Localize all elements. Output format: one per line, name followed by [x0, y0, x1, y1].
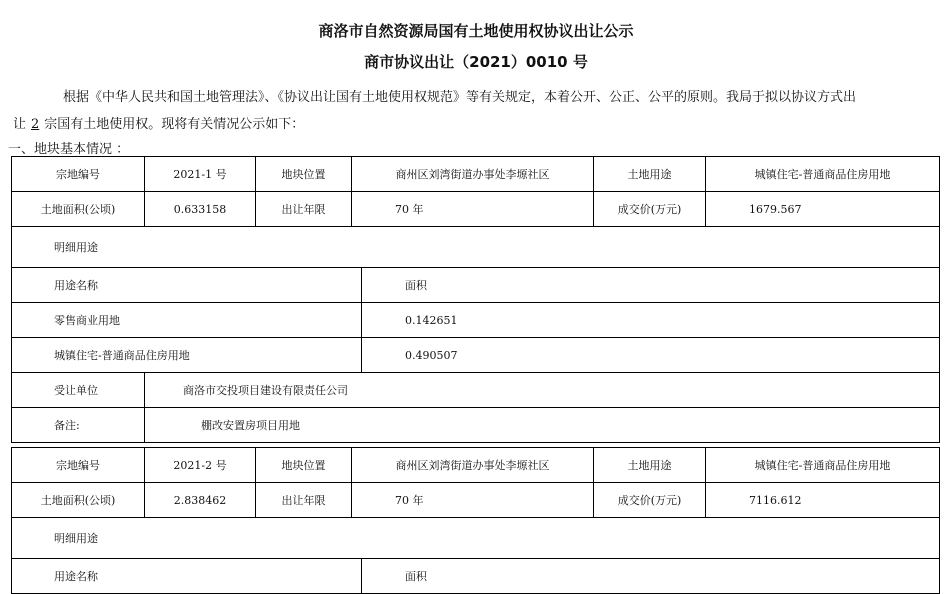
detail-usage-area: 0.490507 [362, 338, 940, 373]
table-row [12, 268, 940, 303]
parcel-no-value: 2021-2 号 [145, 448, 256, 483]
usage-label: 土地用途 [594, 448, 706, 483]
area-label: 土地面积(公顷) [12, 192, 145, 227]
area-header: 面积 [362, 268, 940, 303]
page-title: 商洛市自然资源局国有土地使用权协议出让公示 [318, 22, 634, 40]
area-value: 2.838462 [145, 483, 256, 518]
location-label: 地块位置 [256, 157, 352, 192]
term-value: 70 年 [352, 483, 594, 518]
usage-name-header: 用途名称 [12, 268, 362, 303]
intro-line-2-prefix: 让 [13, 117, 27, 132]
grantee-value: 商洛市交投项目建设有限责任公司 [145, 373, 940, 408]
table-row [12, 338, 940, 373]
table-row [12, 408, 940, 443]
detail-usage-name: 零售商业用地 [12, 303, 362, 338]
detail-usage-area: 0.142651 [362, 303, 940, 338]
parcel-table-1 [11, 156, 940, 443]
price-label: 成交价(万元) [594, 192, 706, 227]
usage-name-header: 用途名称 [12, 559, 362, 594]
parcel-table-2 [11, 447, 940, 594]
area-value: 0.633158 [145, 192, 256, 227]
term-label: 出让年限 [256, 483, 352, 518]
table-row [12, 192, 940, 227]
intro-line-2-suffix: 宗国有土地使用权。现将有关情况公示如下： [44, 117, 305, 132]
term-value: 70 年 [352, 192, 594, 227]
intro-line-2 [13, 113, 304, 132]
table-row [12, 373, 940, 408]
table-row [12, 448, 940, 483]
parcel-no-label: 宗地编号 [12, 448, 145, 483]
remark-label: 备注: [12, 408, 145, 443]
table-row [12, 303, 940, 338]
usage-value: 城镇住宅-普通商品住房用地 [706, 157, 940, 192]
price-value: 1679.567 [706, 192, 940, 227]
intro-line-1: 根据《中华人民共和国土地管理法》、《协议出让国有土地使用权规范》等有关规定，本着公开、公正、公平的原则。我局于拟以协议方式出 [63, 90, 857, 105]
area-header: 面积 [362, 559, 940, 594]
location-value: 商州区刘湾街道办事处李塬社区 [352, 157, 594, 192]
parcel-count: 2 [31, 117, 40, 132]
table-row [12, 559, 940, 594]
remark-value: 棚改安置房项目用地 [145, 408, 940, 443]
usage-value: 城镇住宅-普通商品住房用地 [706, 448, 940, 483]
price-label: 成交价(万元) [594, 483, 706, 518]
area-label: 土地面积(公顷) [12, 483, 145, 518]
term-label: 出让年限 [256, 192, 352, 227]
location-label: 地块位置 [256, 448, 352, 483]
table-row [12, 518, 940, 559]
table-row [12, 157, 940, 192]
usage-label: 土地用途 [594, 157, 706, 192]
section-title: 一、地块基本情况 ： [8, 142, 130, 157]
document-number: 商市协议出让（2021）0010 号 [364, 53, 588, 71]
detail-usage-label: 明细用途 [12, 518, 940, 559]
parcel-no-label: 宗地编号 [12, 157, 145, 192]
table-row [12, 483, 940, 518]
detail-usage-label: 明细用途 [12, 227, 940, 268]
detail-usage-name: 城镇住宅-普通商品住房用地 [12, 338, 362, 373]
parcel-no-value: 2021-1 号 [145, 157, 256, 192]
location-value: 商州区刘湾街道办事处李塬社区 [352, 448, 594, 483]
price-value: 7116.612 [706, 483, 940, 518]
grantee-label: 受让单位 [12, 373, 145, 408]
table-row [12, 227, 940, 268]
